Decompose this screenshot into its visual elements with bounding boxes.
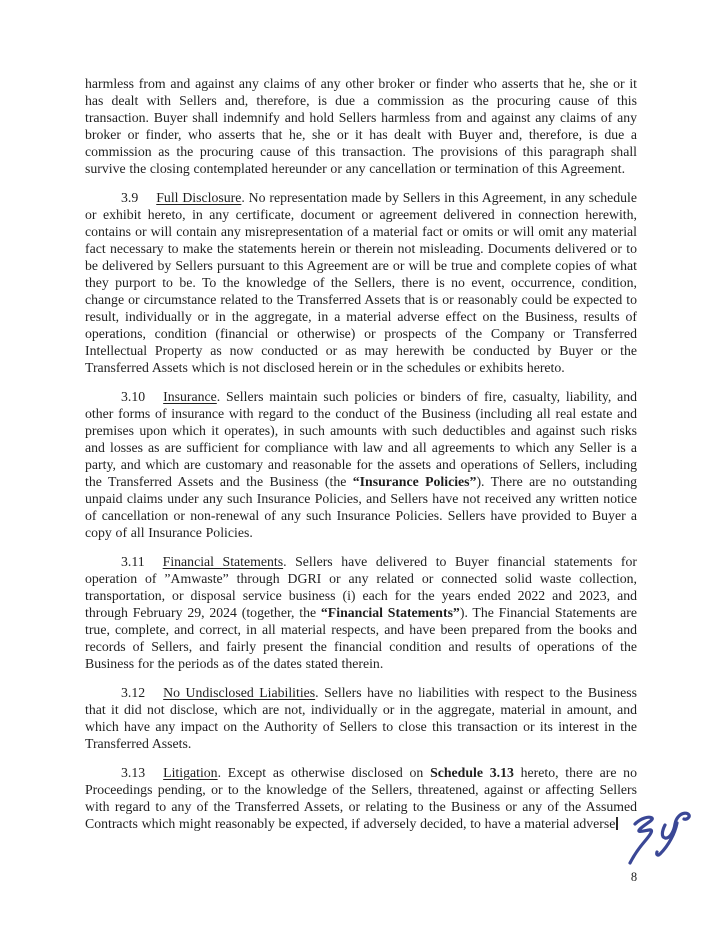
handwritten-initials — [620, 808, 708, 872]
text-segment: 3.10 — [121, 389, 146, 404]
paragraph — [85, 189, 641, 376]
text-segment: 3.11 — [121, 554, 145, 569]
text-segment: . Sellers have delivered to Buyer financial statements for operation of ”Amwaste” through DGRI or any related or connected solid waste collection, transportation, or disposal service business (i) each for the years ended 2022 and 2023, and through February 29, 2024 (together, the — [85, 554, 641, 620]
paragraph — [85, 75, 641, 177]
text-segment: 3.13 — [121, 765, 146, 780]
scan-artifact-bar — [616, 817, 618, 830]
paragraph — [85, 684, 641, 752]
text-segment: . Except as otherwise disclosed on — [217, 765, 431, 780]
text-segment: Financial Statements — [162, 554, 284, 569]
text-segment: . No representation made by Sellers in this Agreement, in any schedule or exhibit hereto, in any certificate, document or agreement delivered in connection herewith, contains or will contain any misrepresentation of a material fact or omits or will omit any material fact necessary to make the statements herein or therein not misleading. Documents delivered or to be delivered by Sellers pursuant to this Agreement are or will be true and complete copies of what they purport to be. To the knowledge of the Sellers, there is no event, occurrence, condition, change or circumstance related to the Transferred Assets that is or reasonably could be expected to result, individually or in the aggregate, in a material adverse effect on the Business, results of operations, condition (financial or otherwise) or prospects of the Company or Transferred Intellectual Property as now conducted or as may herewith be conducted by Buyer or the Transferred Assets which is not disclosed herein or in the schedules or exhibits hereto. — [85, 190, 641, 375]
text-segment: No Undisclosed Liabilities — [163, 685, 316, 700]
text-segment: Full Disclosure — [156, 190, 242, 205]
text-segment: hereto, there are no Proceedings pending, or to the knowledge of the Sellers, threatened, against or affecting Sellers with regard to any of the Transferred Assets, or relating to the Business or any of the Assumed Contracts which might reasonably be expected, if adversely decided, to have a material adverse — [85, 765, 641, 831]
paragraph — [85, 764, 641, 832]
text-segment: Insurance — [163, 389, 217, 404]
text-segment: 3.12 — [121, 685, 146, 700]
text-segment: Schedule 3.13 — [430, 765, 514, 780]
paragraph — [85, 388, 641, 541]
text-segment: 3.9 — [121, 190, 139, 205]
text-segment: “Insurance Policies” — [352, 474, 477, 489]
text-segment: harmless from and against any claims of any other broker or finder who asserts that he, she or it has dealt with Sellers and, therefore, is due a commission as the procuring cause of this transaction. Buyer shall indemnify and hold Sellers harmless from and against any claims of any broker or finder, who asserts that he, she or it has dealt with Buyer and, therefore, is due a commission as the procuring cause of this transaction. The provisions of this paragraph shall survive the closing contemplated hereunder or any cancellation or termination of this Agreement. — [85, 76, 641, 176]
text-segment: ). There are no outstanding unpaid claims under any such Insurance Policies, and Sellers have not received any written notice of cancellation or non-renewal of any such Insurance Policies. Sellers have provided to Buyer a copy of all Insurance Policies. — [85, 474, 641, 540]
text-segment: . Sellers have no liabilities with respect to the Business that it did not disclose, which are not, individually or in the aggregate, material in amount, and which have any impact on the Authority of Sellers to close this transaction or its interest in the Transferred Assets. — [85, 685, 641, 751]
page-number: 8 — [630, 870, 638, 884]
text-segment: Litigation — [163, 765, 218, 780]
text-segment: ). The Financial Statements are true, complete, and correct, in all material respects, and have been prepared from the books and records of Sellers, and fairly present the financial condition and results of operations of the Business for the periods as of the dates stated therein. — [85, 605, 641, 671]
document-body — [85, 75, 641, 844]
text-segment: . Sellers maintain such policies or binders of fire, casualty, liability, and other forms of insurance with regard to the conduct of the Business (including all real estate and premises upon which it operates), in such amounts with such deductibles and against such risks and losses as are sufficient for compliance with law and all agreements to which any Seller is a party, and which are customary and reasonable for the assets and operations of Sellers, including the Transferred Assets and the Business (the — [85, 389, 641, 489]
text-segment: “Financial Statements” — [320, 605, 460, 620]
paragraph — [85, 553, 641, 672]
